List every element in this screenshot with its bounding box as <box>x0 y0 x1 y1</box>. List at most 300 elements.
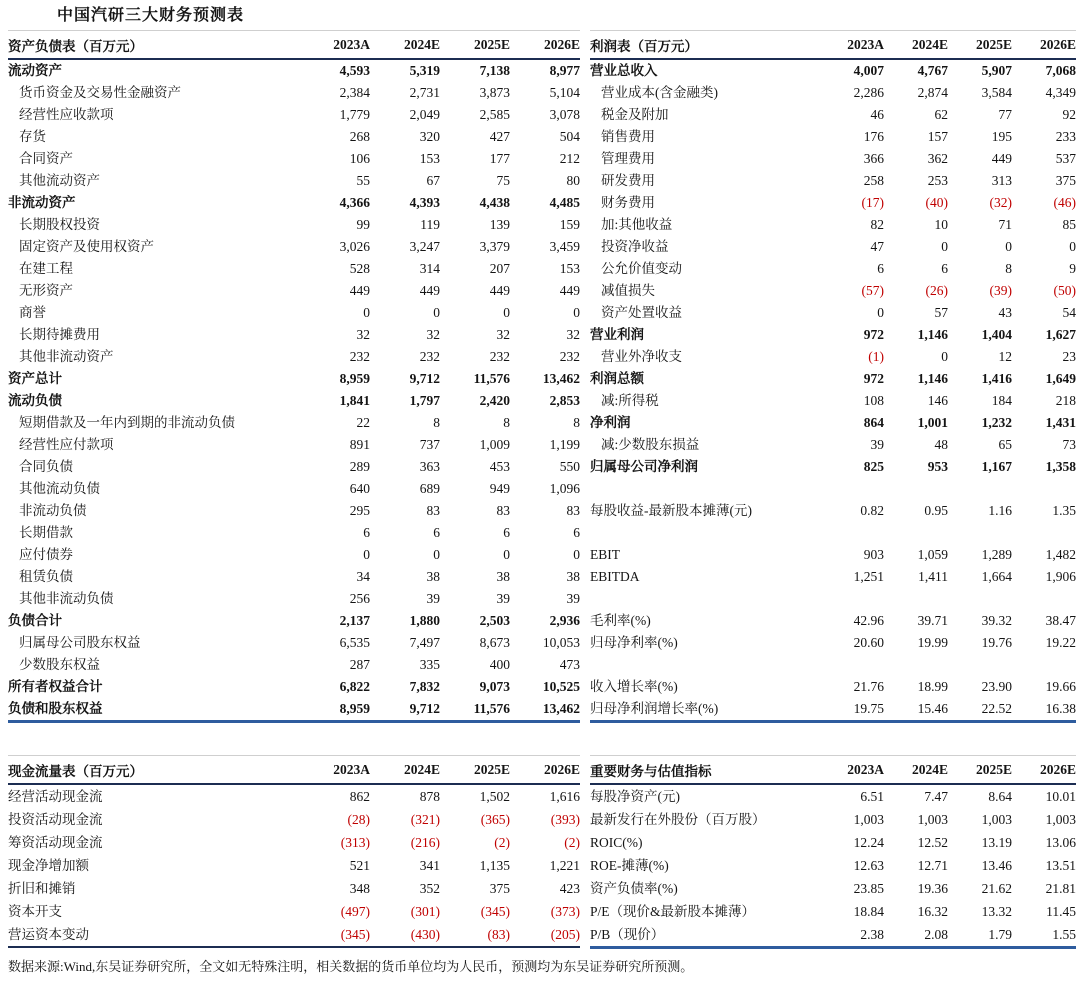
cell-value: 159 <box>559 217 580 232</box>
table-row <box>590 434 1076 456</box>
cell-value: (345) <box>340 927 370 942</box>
table-row <box>590 302 1076 324</box>
cell-value: 862 <box>349 789 370 804</box>
row-label <box>590 654 820 676</box>
cell-value: 2,585 <box>479 107 510 122</box>
row-label: 固定资产及使用权资产 <box>19 239 154 254</box>
table-row <box>8 698 580 722</box>
row-label: 商誉 <box>19 305 46 320</box>
cell-value: 1,003 <box>853 812 884 827</box>
table-row <box>590 854 1076 877</box>
cell-value: 2,853 <box>549 393 580 408</box>
cell-value: (365) <box>480 812 510 827</box>
cell-value: 2,420 <box>479 393 510 408</box>
cell-value <box>1012 478 1076 500</box>
table-row <box>590 610 1076 632</box>
cell-value: 139 <box>489 217 510 232</box>
cell-value: 864 <box>863 415 884 430</box>
cell-value: 3,584 <box>981 85 1012 100</box>
table-title: 利润表（百万元） <box>590 31 820 60</box>
cell-value: 83 <box>426 503 440 518</box>
cell-value: 108 <box>863 393 884 408</box>
cell-value: 1,199 <box>549 437 580 452</box>
cell-value: 83 <box>566 503 580 518</box>
cell-value: 1,009 <box>479 437 510 452</box>
table-row <box>8 610 580 632</box>
row-label: 管理费用 <box>601 151 655 166</box>
row-label: EBITDA <box>590 569 640 584</box>
cell-value: 1,003 <box>1045 812 1076 827</box>
cell-value: 0 <box>363 305 370 320</box>
table-row <box>590 280 1076 302</box>
cell-value: 4,767 <box>917 63 948 78</box>
cell-value: 6 <box>363 525 370 540</box>
table-row <box>8 214 580 236</box>
table-row <box>590 676 1076 698</box>
row-label: 短期借款及一年内到期的非流动负债 <box>19 415 235 430</box>
cash-flow-table <box>8 755 580 948</box>
cell-value: 6.51 <box>860 789 884 804</box>
cell-value: 92 <box>1062 107 1076 122</box>
cell-value: 0 <box>503 305 510 320</box>
cell-value: 6,535 <box>339 635 370 650</box>
cell-value: 2,049 <box>409 107 440 122</box>
row-label: 无形资产 <box>19 283 73 298</box>
table-row <box>8 854 580 877</box>
metrics-grid <box>590 755 1076 949</box>
valuation-metrics-table <box>590 755 1076 949</box>
cell-value: 0 <box>573 547 580 562</box>
table-row <box>8 632 580 654</box>
cell-value: 1.55 <box>1052 927 1076 942</box>
row-label: 归母净利率(%) <box>590 635 678 650</box>
cell-value: 8 <box>1005 261 1012 276</box>
row-label <box>590 588 820 610</box>
row-label: 税金及附加 <box>601 107 669 122</box>
cell-value: 32 <box>566 327 580 342</box>
row-label: 减:少数股东损益 <box>601 437 700 452</box>
table-row <box>590 784 1076 808</box>
cell-value: 2,503 <box>479 613 510 628</box>
cell-value: 13.32 <box>981 904 1012 919</box>
cell-value: 4,485 <box>549 195 580 210</box>
cell-value: 2,936 <box>549 613 580 628</box>
cell-value <box>1012 654 1076 676</box>
cell-value: 352 <box>419 881 440 896</box>
cell-value: 1,003 <box>981 812 1012 827</box>
table-title: 重要财务与估值指标 <box>590 756 820 785</box>
cell-value: 12.24 <box>853 835 884 850</box>
row-label: 每股净资产(元) <box>590 789 680 804</box>
cell-value: 207 <box>489 261 510 276</box>
cell-value: 39 <box>870 437 884 452</box>
row-label: 归属母公司净利润 <box>590 459 698 474</box>
cell-value: 2.38 <box>860 927 884 942</box>
year-header: 2025E <box>440 31 510 60</box>
cell-value: (393) <box>550 812 580 827</box>
cell-value: 8,673 <box>479 635 510 650</box>
cell-value: 8.64 <box>988 789 1012 804</box>
cell-value: 1.35 <box>1052 503 1076 518</box>
cell-value: 5,319 <box>409 63 440 78</box>
cell-value: 362 <box>927 151 948 166</box>
cell-value: 640 <box>349 481 370 496</box>
cell-value: 22 <box>356 415 370 430</box>
cell-value: (301) <box>410 904 440 919</box>
row-label: 研发费用 <box>601 173 655 188</box>
table-row <box>590 192 1076 214</box>
cell-value: 953 <box>927 459 948 474</box>
table-row <box>8 280 580 302</box>
table-row <box>590 698 1076 722</box>
table-row <box>8 104 580 126</box>
table-row <box>8 923 580 947</box>
cell-value: 313 <box>991 173 1012 188</box>
table-row <box>590 566 1076 588</box>
cell-value: 6,822 <box>339 679 370 694</box>
year-header: 2026E <box>510 756 580 785</box>
cell-value: 972 <box>863 327 884 342</box>
table-row <box>8 784 580 808</box>
cell-value: 20.60 <box>853 635 884 650</box>
row-label: 租赁负债 <box>19 569 73 584</box>
cell-value: (345) <box>480 904 510 919</box>
cell-value: 55 <box>356 173 370 188</box>
year-header: 2025E <box>440 756 510 785</box>
cell-value: 528 <box>349 261 370 276</box>
cell-value: (28) <box>347 812 370 827</box>
cell-value: 0 <box>503 547 510 562</box>
table-row <box>590 544 1076 566</box>
table-row <box>590 126 1076 148</box>
cell-value: 1,358 <box>1045 459 1076 474</box>
cell-value: 218 <box>1055 393 1076 408</box>
cell-value <box>820 654 884 676</box>
cell-value: 9,712 <box>409 371 440 386</box>
cell-value: 77 <box>998 107 1012 122</box>
row-label: 营业总收入 <box>590 63 658 78</box>
row-label: 在建工程 <box>19 261 73 276</box>
cell-value: 232 <box>489 349 510 364</box>
row-label: 财务费用 <box>601 195 655 210</box>
cell-value: (497) <box>340 904 370 919</box>
cell-value <box>884 522 948 544</box>
table-row <box>590 368 1076 390</box>
row-label: 流动资产 <box>8 63 62 78</box>
cell-value: 38 <box>566 569 580 584</box>
row-label: 最新发行在外股份（百万股） <box>590 812 766 827</box>
cell-value: 177 <box>489 151 510 166</box>
cell-value: 9 <box>1069 261 1076 276</box>
cell-value: 427 <box>489 129 510 144</box>
cell-value: (39) <box>989 283 1012 298</box>
cell-value: 71 <box>998 217 1012 232</box>
cell-value: 46 <box>870 107 884 122</box>
cell-value: 11,576 <box>473 371 510 386</box>
table-row <box>8 236 580 258</box>
row-label: 营运资本变动 <box>8 927 89 942</box>
table-row <box>590 82 1076 104</box>
table-row <box>590 258 1076 280</box>
cell-value: 23.85 <box>853 881 884 896</box>
cell-value: 6 <box>433 525 440 540</box>
cell-value: 19.75 <box>853 701 884 716</box>
table-row <box>590 412 1076 434</box>
cell-value: 5,907 <box>981 63 1012 78</box>
row-label: 每股收益-最新股本摊薄(元) <box>590 503 752 518</box>
cell-value <box>820 522 884 544</box>
table-row <box>590 808 1076 831</box>
cell-value: 1,167 <box>981 459 1012 474</box>
cell-value: 106 <box>349 151 370 166</box>
cell-value: 6 <box>573 525 580 540</box>
cell-value: 8 <box>433 415 440 430</box>
cell-value: 537 <box>1055 151 1076 166</box>
cell-value: 449 <box>489 283 510 298</box>
row-label: P/E（现价&最新股本摊薄） <box>590 904 756 919</box>
cell-value: 23 <box>1062 349 1076 364</box>
table-row <box>590 632 1076 654</box>
cell-value: 1,221 <box>549 858 580 873</box>
cell-value: 1,664 <box>981 569 1012 584</box>
row-label: 经营性应收款项 <box>19 107 114 122</box>
row-label: 现金净增加额 <box>8 858 89 873</box>
cell-value: 521 <box>349 858 370 873</box>
cell-value: 19.36 <box>917 881 948 896</box>
cell-value: 153 <box>559 261 580 276</box>
cell-value: 9,073 <box>479 679 510 694</box>
cell-value: 1,232 <box>981 415 1012 430</box>
cell-value: 1,649 <box>1045 371 1076 386</box>
year-header: 2023A <box>300 756 370 785</box>
table-row <box>590 324 1076 346</box>
row-label: 其他流动负债 <box>19 481 100 496</box>
header-row <box>590 756 1076 785</box>
cell-value: 10,525 <box>542 679 580 694</box>
cell-value: 12.71 <box>917 858 948 873</box>
cell-value: (32) <box>989 195 1012 210</box>
cell-value: 7.47 <box>924 789 948 804</box>
row-label: 折旧和摊销 <box>8 881 76 896</box>
cell-value: 73 <box>1062 437 1076 452</box>
cell-value <box>948 588 1012 610</box>
cell-value: 0.82 <box>860 503 884 518</box>
row-label: 营业外净收支 <box>601 349 682 364</box>
cell-value: 67 <box>426 173 440 188</box>
cell-value: 32 <box>356 327 370 342</box>
row-label: 长期借款 <box>19 525 73 540</box>
cell-value: 1,502 <box>479 789 510 804</box>
year-header: 2023A <box>300 31 370 60</box>
cell-value: 19.76 <box>981 635 1012 650</box>
cell-value: 0 <box>1069 239 1076 254</box>
cell-value: 0 <box>877 305 884 320</box>
cell-value: 12.52 <box>917 835 948 850</box>
cell-value: 375 <box>1055 173 1076 188</box>
cell-value: 363 <box>419 459 440 474</box>
cell-value: 1,627 <box>1045 327 1076 342</box>
cell-value: 11,576 <box>473 701 510 716</box>
cell-value: 13.06 <box>1045 835 1076 850</box>
cell-value: 449 <box>991 151 1012 166</box>
cell-value: 42.96 <box>853 613 884 628</box>
cell-value: 550 <box>559 459 580 474</box>
header-row <box>590 31 1076 60</box>
income-statement-grid <box>590 30 1076 723</box>
cell-value: 7,138 <box>479 63 510 78</box>
cell-value: 38 <box>496 569 510 584</box>
row-label: 资产处置收益 <box>601 305 682 320</box>
cell-value: 82 <box>870 217 884 232</box>
row-label: 长期股权投资 <box>19 217 100 232</box>
cell-value: 4,366 <box>339 195 370 210</box>
cell-value: 1,616 <box>549 789 580 804</box>
cell-value: 314 <box>419 261 440 276</box>
cell-value: 1,906 <box>1045 569 1076 584</box>
cell-value <box>948 654 1012 676</box>
cell-value: 253 <box>927 173 948 188</box>
cell-value: 1,251 <box>853 569 884 584</box>
cell-value: 19.66 <box>1045 679 1076 694</box>
year-header: 2023A <box>820 31 884 60</box>
cell-value: 80 <box>566 173 580 188</box>
cell-value: 473 <box>559 657 580 672</box>
cell-value: 1,880 <box>409 613 440 628</box>
cell-value: 8 <box>503 415 510 430</box>
table-row <box>8 170 580 192</box>
income-statement-table <box>590 30 1076 723</box>
cell-value: 449 <box>419 283 440 298</box>
row-label: 其他非流动负债 <box>19 591 114 606</box>
row-label: EBIT <box>590 547 620 562</box>
header-row <box>8 31 580 60</box>
cell-value: (2) <box>494 835 510 850</box>
spacer-row <box>590 654 1076 676</box>
cell-value: 423 <box>559 881 580 896</box>
cell-value: 8,959 <box>339 701 370 716</box>
cell-value: 972 <box>863 371 884 386</box>
cell-value: (2) <box>564 835 580 850</box>
cell-value <box>948 478 1012 500</box>
table-row <box>8 412 580 434</box>
row-label: 合同负债 <box>19 459 73 474</box>
year-header: 2026E <box>1012 756 1076 785</box>
cell-value: 11.45 <box>1046 904 1076 919</box>
cell-value: 1,411 <box>918 569 948 584</box>
cell-value: 320 <box>419 129 440 144</box>
cell-value: 7,832 <box>409 679 440 694</box>
cell-value: 949 <box>489 481 510 496</box>
cell-value: 737 <box>419 437 440 452</box>
cell-value: 85 <box>1062 217 1076 232</box>
cell-value: 10.01 <box>1045 789 1076 804</box>
cell-value: 0 <box>941 239 948 254</box>
cell-value: 0 <box>433 547 440 562</box>
cell-value: 195 <box>991 129 1012 144</box>
cell-value: 4,393 <box>409 195 440 210</box>
year-header: 2024E <box>370 756 440 785</box>
cell-value: 3,026 <box>339 239 370 254</box>
cell-value: 2.08 <box>924 927 948 942</box>
cell-value: 8,977 <box>549 63 580 78</box>
cell-value: 19.99 <box>917 635 948 650</box>
row-label: 减值损失 <box>601 283 655 298</box>
cell-value: 1,001 <box>917 415 948 430</box>
cell-value: 1.79 <box>988 927 1012 942</box>
row-label: 加:其他收益 <box>601 217 673 232</box>
table-row <box>590 214 1076 236</box>
table-row <box>8 82 580 104</box>
table-row <box>590 500 1076 522</box>
cell-value: 258 <box>863 173 884 188</box>
cell-value <box>884 588 948 610</box>
cell-value: 23.90 <box>981 679 1012 694</box>
page-title: 中国汽研三大财务预测表 <box>57 7 245 24</box>
cell-value: 1,096 <box>549 481 580 496</box>
row-label: ROIC(%) <box>590 835 643 850</box>
cell-value: 504 <box>559 129 580 144</box>
row-label: P/B（现价） <box>590 927 665 942</box>
cell-value: 13.19 <box>981 835 1012 850</box>
cell-value: 48 <box>934 437 948 452</box>
cell-value: 449 <box>349 283 370 298</box>
cell-value: 348 <box>349 881 370 896</box>
cell-value: 62 <box>934 107 948 122</box>
row-label: ROE-摊薄(%) <box>590 858 669 873</box>
row-label: 收入增长率(%) <box>590 679 678 694</box>
cell-value: 8,959 <box>339 371 370 386</box>
cell-value: 57 <box>934 305 948 320</box>
table-row <box>590 456 1076 478</box>
row-label: 筹资活动现金流 <box>8 835 103 850</box>
cell-value <box>948 522 1012 544</box>
row-label: 减:所得税 <box>601 393 659 408</box>
cell-value: 0 <box>433 305 440 320</box>
table-row <box>8 544 580 566</box>
cell-value: (216) <box>410 835 440 850</box>
cell-value: 878 <box>419 789 440 804</box>
cell-value <box>820 588 884 610</box>
table-row <box>8 59 580 82</box>
cell-value: 1,779 <box>339 107 370 122</box>
row-label: 经营性应付款项 <box>19 437 114 452</box>
cell-value: 400 <box>489 657 510 672</box>
cell-value: 3,247 <box>409 239 440 254</box>
cell-value: 43 <box>998 305 1012 320</box>
cell-value: 232 <box>349 349 370 364</box>
table-row <box>8 346 580 368</box>
cell-value: 5,104 <box>549 85 580 100</box>
cell-value: 335 <box>419 657 440 672</box>
cell-value: (40) <box>925 195 948 210</box>
row-label: 投资净收益 <box>601 239 669 254</box>
row-label: 应付债券 <box>19 547 73 562</box>
cell-value: 1.16 <box>988 503 1012 518</box>
cell-value: 1,003 <box>917 812 948 827</box>
cell-value: 146 <box>927 393 948 408</box>
row-label <box>590 522 820 544</box>
cell-value: 903 <box>863 547 884 562</box>
cell-value: 453 <box>489 459 510 474</box>
cell-value: 54 <box>1062 305 1076 320</box>
cell-value: 4,438 <box>479 195 510 210</box>
cell-value: 289 <box>349 459 370 474</box>
table-title: 现金流量表（百万元） <box>8 756 300 785</box>
row-label: 合同资产 <box>19 151 73 166</box>
table-row <box>8 522 580 544</box>
cell-value: 1,146 <box>917 371 948 386</box>
cell-value: (46) <box>1053 195 1076 210</box>
